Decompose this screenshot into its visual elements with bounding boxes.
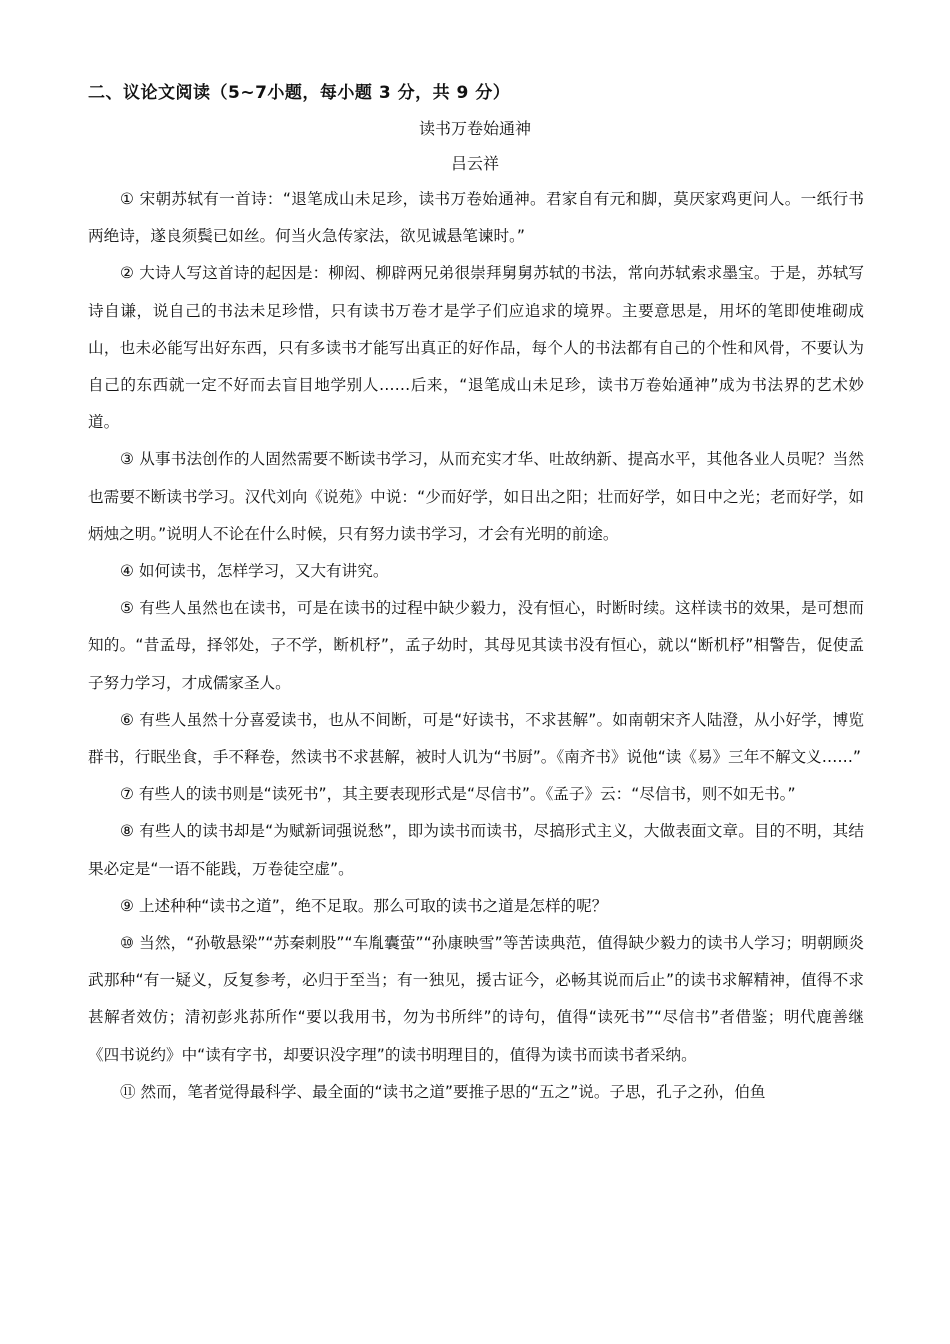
article-title: 读书万卷始通神 — [418, 119, 531, 138]
paragraph-6: ⑥ 有些人虽然十分喜爱读书，也从不间断，可是“好读书，不求甚解”。如南朝宋齐人陆澄，从小好学，博览群书，行眠坐食，手不释卷，然读书不求甚解，被时人讥为“书厨”。《南齐书》说他“读《易》三年不解文义……” — [88, 710, 864, 767]
paragraph-3: ③ 从事书法创作的人固然需要不断读书学习，从而充实才华、吐故纳新、提高水平，其他各业人员呢？当然也需要不断读书学习。汉代刘向《说苑》中说：“少而好学，如日出之阳；壮而好学，如日中之光；老而好学，如炳烛之明。”说明人不论在什么时候，只有努力读书学习，才会有光明的前途。 — [88, 450, 864, 543]
paragraph-7: ⑦ 有些人的读书则是“读死书”，其主要表现形式是“尽信书”。《孟子》云：“尽信书，则不如无书。” — [120, 785, 796, 804]
paragraph-9: ⑨ 上述种种“读书之道”，绝不足取。那么可取的读书之道是怎样的呢？ — [120, 896, 608, 915]
paragraph-1: ① 宋朝苏轼有一首诗：“退笔成山未足珍，读书万卷始通神。君家自有元和脚，莫厌家鸡更问人。一纸行书两绝诗，遂良须鬓已如丝。何当火急传家法，欲见诚悬笔谏时。” — [88, 190, 864, 246]
paragraph-2: ② 大诗人写这首诗的起因是：柳闳、柳辟两兄弟很崇拜舅舅苏轼的书法，常向苏轼索求墨宝。于是，苏轼写诗自谦，说自己的书法未足珍惜，只有读书万卷才是学子们应追求的境界。主要意思是，用坏的笔即使堆砌成山，也未必能写出好东西，只有多读书才能写出真正的好作品，每个人的书法都有自己的个性和风骨，不要认为自己的东西就一定不好而去盲目地学别人……后来，“退笔成山未足珍，读书万卷始通神”成为书法界的艺术妙道。 — [88, 264, 864, 432]
paragraph-5: ⑤ 有些人虽然也在读书，可是在读书的过程中缺少毅力，没有恒心，时断时续。这样读书的效果，是可想而知的。“昔孟母，择邻处，子不学，断机杼”，孟子幼时，其母见其读书没有恒心，就以“断机杼”相警告，促使孟子努力学习，才成儒家圣人。 — [88, 599, 864, 692]
paragraph-11: ⑪ 然而，笔者觉得最科学、最全面的“读书之道”要推子思的“五之”说。子思，孔子之孙，伯鱼 — [120, 1082, 766, 1101]
article-author: 吕云祥 — [450, 154, 499, 173]
paragraph-8: ⑧ 有些人的读书却是“为赋新词强说愁”，即为读书而读书，尽搞形式主义，大做表面文章。目的不明，其结果必定是“一语不能践，万卷徒空虚”。 — [88, 822, 864, 878]
paragraph-4: ④ 如何读书，怎样学习，又大有讲究。 — [120, 562, 389, 581]
paragraph-10: ⑩ 当然，“孙敬悬梁”“苏秦刺股”“车胤囊萤”“孙康映雪”等苦读典范，值得缺少毅力的读书人学习；明朝顾炎武那种“有一疑义，反复参考，必归于至当；有一独见，援古证今，必畅其说而后止”的读书求解精神，值得不求甚解者效仿；清初彭兆荪所作“要以我用书，勿为书所绊”的诗句，值得“读死书”“尽信书”者借鉴；明代鹿善继《四书说约》中“读有字书，却要识没字理”的读书明理目的，值得为读书而读书者采纳。 — [88, 934, 864, 1064]
section-heading: 二、议论文阅读（5~7小题，每小题 3 分，共 9 分） — [88, 83, 511, 103]
article-body — [88, 181, 864, 1111]
